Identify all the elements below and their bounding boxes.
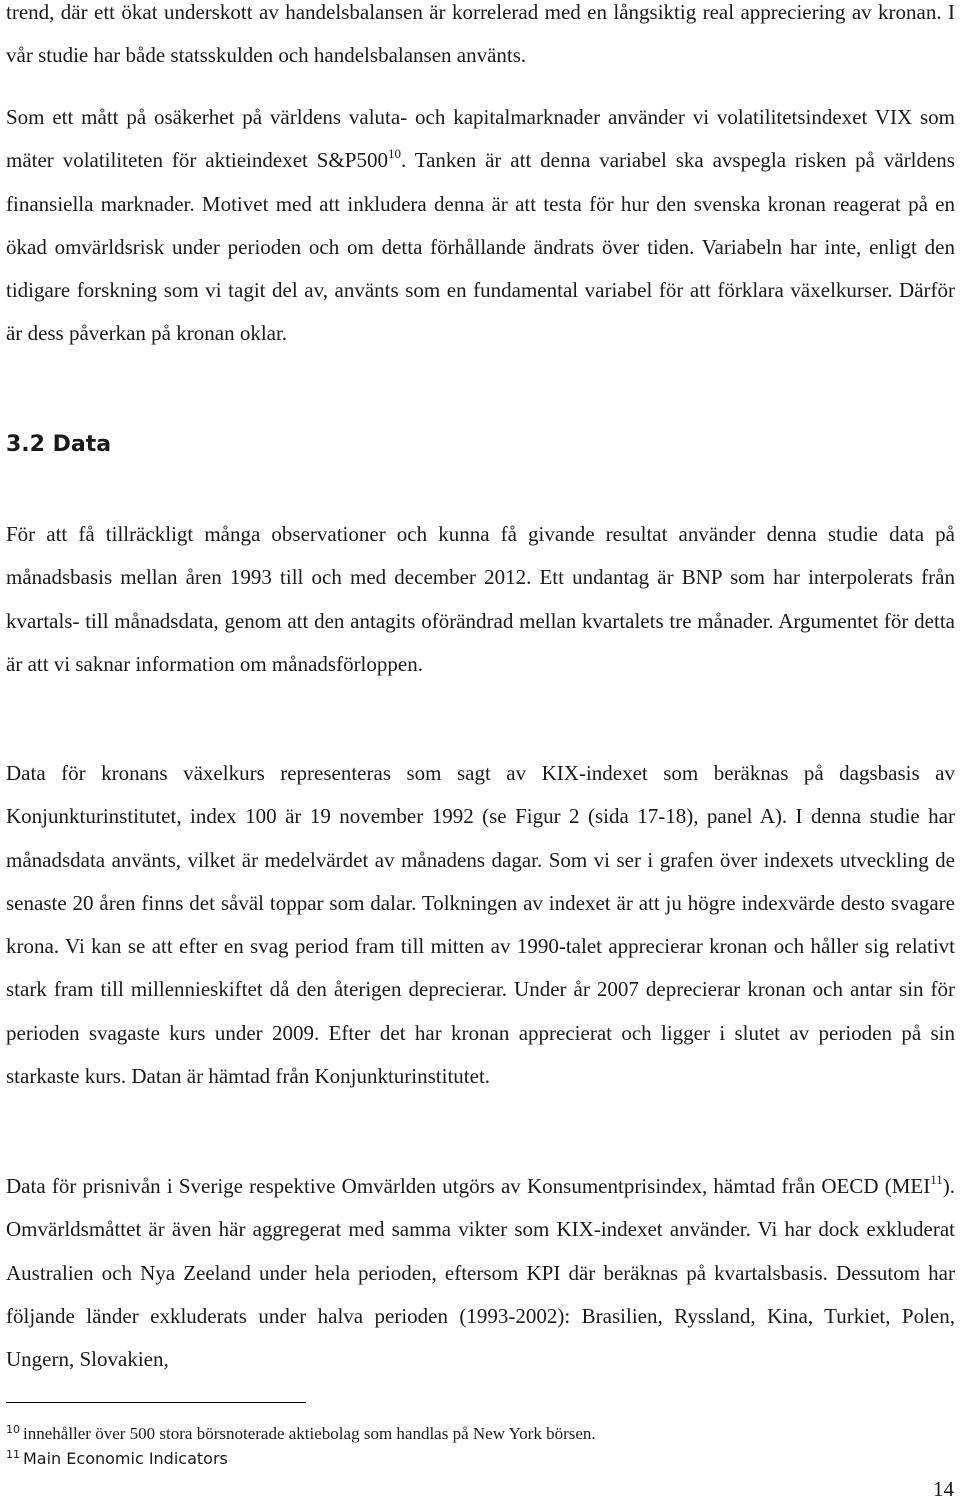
footnote-divider [6,1402,306,1403]
footnote-ref-10: 10 [387,146,401,162]
paragraph-intro-continuation: trend, där ett ökat underskott av handelsbalansen är korrelerad med en långsiktig real appreciering av kronan. I vår studie har både statsskulden och handelsbalansen använts. [6,0,955,68]
footnote-10 [6,1418,596,1446]
paragraph-data-period: För att få tillräckligt många observationer och kunna få givande resultat använder denna studie data på månadsbasis mellan åren 1993 till och med december 2012. Ett undantag är BNP som har interpolerats från kvartals- till månadsdata, genom att den antagits oförändrad mellan kvartalets tre månader. Argumentet för detta är att vi saknar information om månadsförloppen. [6,522,955,676]
paragraph-price-level-text-start: Data för prisnivån i Sverige respektive Omvärlden utgörs av Konsumentprisindex, hämtad från OECD (MEI [6,1174,931,1198]
footnote-mark: 10 [6,1423,20,1436]
footnote-ref-11: 11 [930,1172,943,1187]
footnote-mark: 11 [6,1448,20,1461]
paragraph-price-level-text-end: ). Omvärldsmåttet är även här aggregerat med samma vikter som KIX-indexet använder. Vi har dock exkluderat Australien och Nya Zeeland under hela perioden, eftersom KPI där beräknas på kvartalsbasis. Dessutom har följande länder exkluderats under halva perioden (1993-2002): Brasilien, Ryssland, Kina, Turkiet, Polen, Ungern, Slovakien, [6,1174,955,1372]
paragraph-vix-text-start: Som ett mått på osäkerhet på världens valuta- och kapitalmarknader använder vi volatilitetsindexet VIX som mäter volatiliteten för aktieindexet S&P500 [6,105,955,173]
footnote-text: innehåller över 500 stora börsnoterade aktiebolag som handlas på New York börsen. [23,1424,596,1443]
section-heading: 3.2 Data [6,432,112,457]
page-number: 14 [933,1477,954,1501]
paragraph-price-level [6,1165,955,1381]
footnote-11 [6,1443,228,1471]
paragraph-vix-text-end: . Tanken är att denna variabel ska avspegla risken på världens finansiella marknader. Motivet med att inkludera denna är att testa för hur den svenska kronan reagerat på en ökad omvärldsrisk under perioden och om detta förhållande ändrats över tiden. Variabeln har inte, enligt den tidigare forskning som vi tagit del av, använts som en fundamental variabel för att förklara växelkurser. Därför är dess påverkan på kronan oklar. [6,148,955,346]
paragraph-vix [6,96,955,356]
footnote-text: Main Economic Indicators [23,1449,228,1468]
paragraph-exchange-rate: Data för kronans växelkurs representeras som sagt av KIX-indexet som beräknas på dagsbasis av Konjunkturinstitutet, index 100 är 19 november 1992 (se Figur 2 (sida 17-18), panel A). I denna studie har månadsdata använts, vilket är medelvärdet av månadens dagar. Som vi ser i grafen över indexets utveckling de senaste 20 åren finns det såväl toppar som dalar. Tolkningen av indexet är att ju högre indexvärde desto svagare krona. Vi kan se att efter en svag period fram till mitten av 1990-talet apprecierar kronan och håller sig relativt stark fram till millennieskiftet då den återigen deprecierar. Under år 2007 deprecierar kronan och antar sin för perioden svagaste kurs under 2009. Efter det har kronan apprecierat och ligger i slutet av perioden på sin starkaste kurs. Datan är hämtad från Konjunkturinstitutet. [6,761,955,1089]
